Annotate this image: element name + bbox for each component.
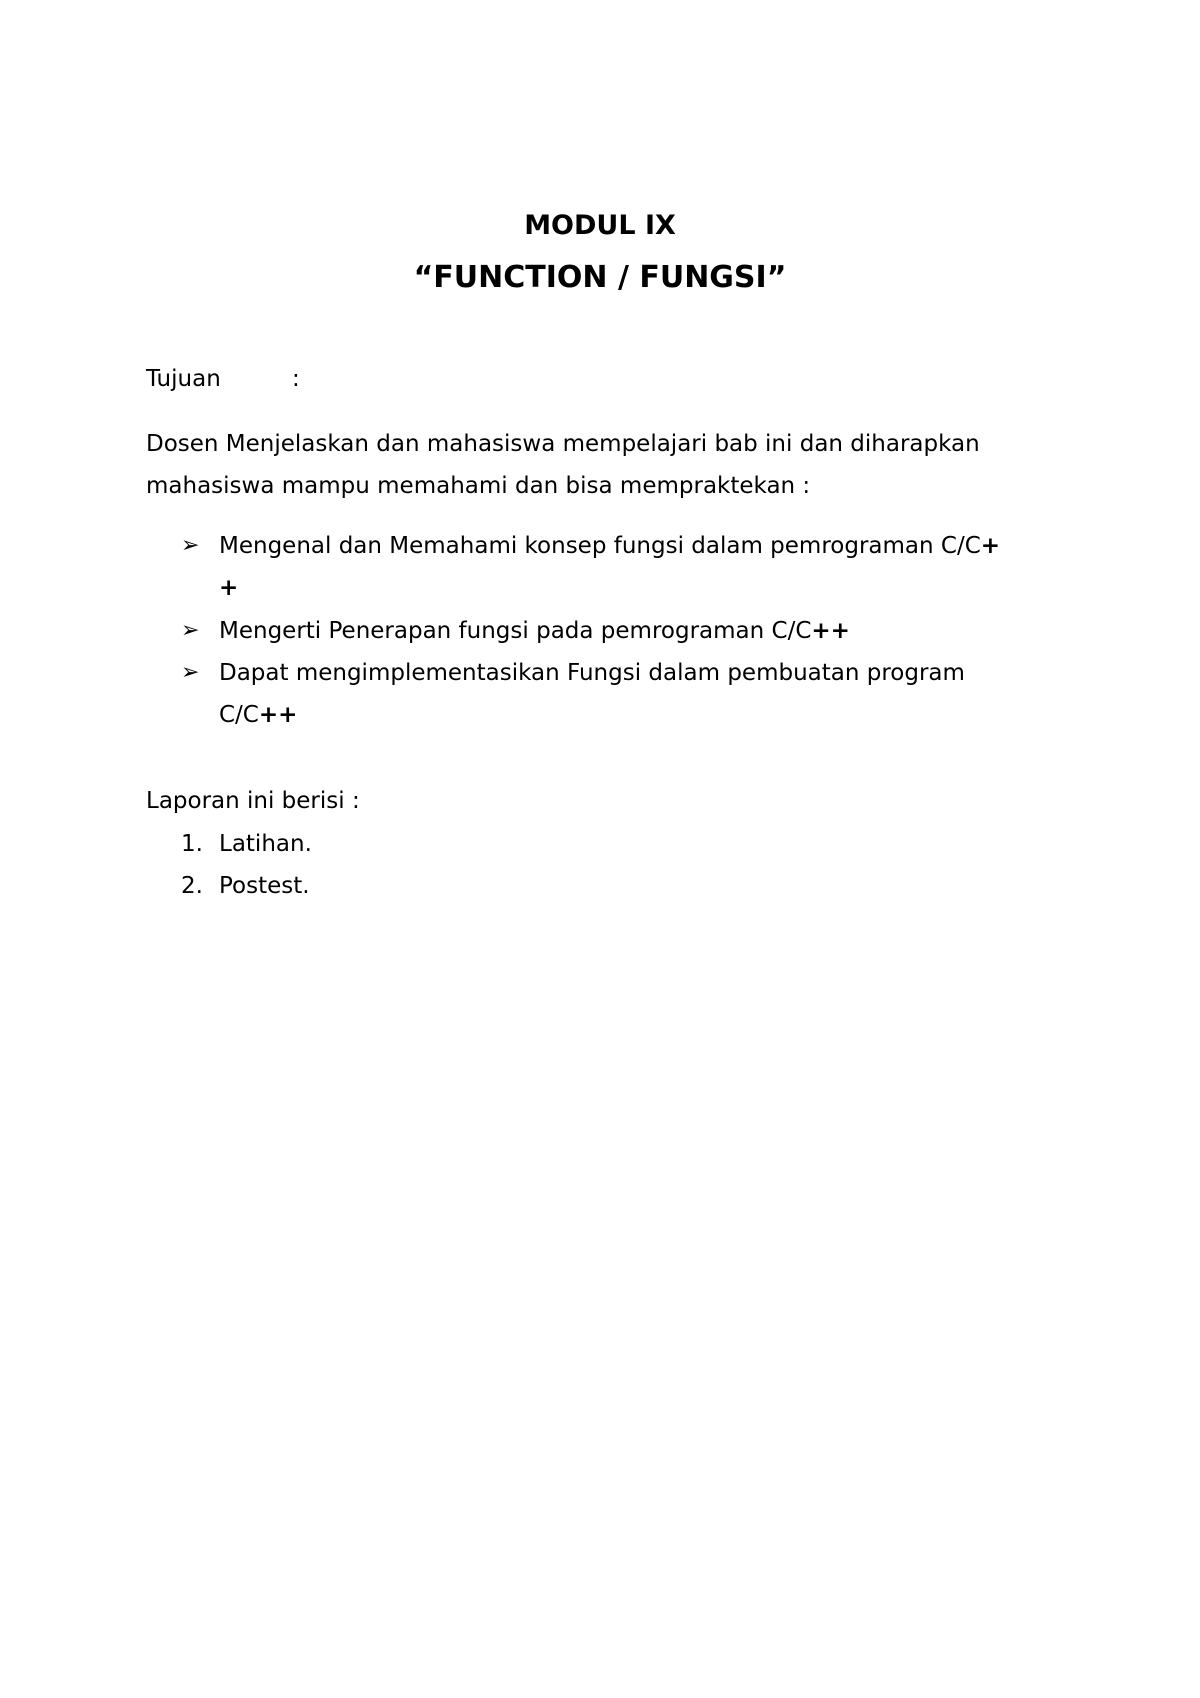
objective-text: Mengenal dan Memahami konsep fungsi dalam pemrograman C/C xyxy=(219,533,981,559)
intro-line-2: mahasiswa mampu memahami dan bisa mempraktekan : xyxy=(146,473,811,499)
tujuan-label: Tujuan xyxy=(146,366,221,392)
arrow-bullet-icon: ➢ xyxy=(181,533,200,558)
arrow-bullet-icon: ➢ xyxy=(181,618,200,643)
objective-continuation xyxy=(219,694,297,736)
objective-continuation: + xyxy=(219,575,239,601)
objective-text-tail: ++ xyxy=(811,618,850,644)
module-title: MODUL IX xyxy=(524,210,676,241)
list-item: Postest. xyxy=(219,873,310,899)
objective-item xyxy=(219,525,1000,567)
objective-text-tail: + xyxy=(980,533,1001,559)
tujuan-colon: : xyxy=(292,366,300,392)
arrow-bullet-icon: ➢ xyxy=(181,660,200,685)
list-number: 1. xyxy=(181,831,203,857)
objective-text: Mengerti Penerapan fungsi pada pemrograman C/C xyxy=(219,618,812,644)
module-subtitle: “FUNCTION / FUNGSI” xyxy=(413,260,787,295)
objective-item xyxy=(219,610,850,652)
objective-text-tail: ++ xyxy=(258,702,298,728)
report-heading: Laporan ini berisi : xyxy=(146,788,360,814)
objective-item: Dapat mengimplementasikan Fungsi dalam pembuatan program xyxy=(219,660,965,686)
list-number: 2. xyxy=(181,873,203,899)
list-item: Latihan. xyxy=(219,831,312,857)
objective-text: C/C xyxy=(219,702,259,728)
intro-line-1: Dosen Menjelaskan dan mahasiswa mempelajari bab ini dan diharapkan xyxy=(146,431,980,457)
